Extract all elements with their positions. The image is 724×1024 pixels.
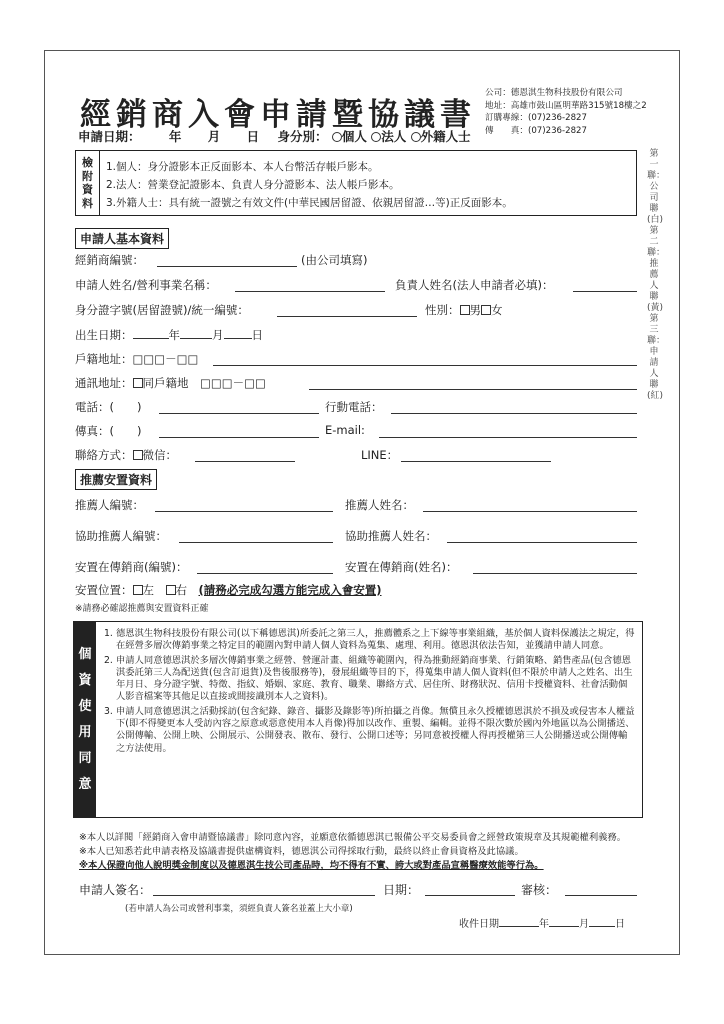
docs-label-char: 檢 <box>82 156 93 169</box>
company-name: 公司：德恩淇生物科技股份有限公司 <box>485 88 623 98</box>
consent-label-char: 資 <box>78 672 92 688</box>
consent-item-text: 申請人同意德恩淇於多層次傳銷事業之經營、營運計畫、組織等範圍內，得為推動經銷商事業、行銷策略、銷售產品(包含德恩淇委託第三人為配送貨(包含訂退貨)及售後服務等)，發展組織等目的下，得蒐集申請人個人資料(但不限於申請人之姓名、出生年月日、身分證字號、特徵、指紋、婚姻、家庭、教育、職業、聯絡方式、居住所、財務狀況、信用卡授權資料、社會活動個人影音檔案等其他足以直接或間接識別本人之資料)。 <box>116 654 633 703</box>
receipt-date-label: 收件日期 <box>459 919 499 930</box>
docs-label-char: 料 <box>82 196 93 210</box>
declaration-note: ※本人以詳閱「經銷商入會申請暨協議書」除同意內容，並願意依循德恩淇已報備公平交易委員會之經營政策規章及其規範權利義務。 <box>79 832 627 843</box>
receipt-month-field[interactable] <box>549 926 579 927</box>
phone-field[interactable] <box>159 413 319 414</box>
referrer-no-field[interactable] <box>155 511 333 512</box>
consent-item: 3. 申請人同意德恩淇之活動採訪(包含紀錄、錄音、攝影及錄影等)所拍攝之肖像。無償且永久授權德恩淇於不損及或侵害本人權益下(即不得變更本人受訪內容之原意或惡意使用本人肖像)得加以改作、重製、編輯。並得不限次數於國內外地區以為公開播送、公開傳輸、公開上映、公開展示、公開發表、散布、發行、公開口述等；另同意被授權人得再授權第三人公開播送或公開傳輸之方法使用。 <box>104 705 635 754</box>
assist-no-label: 協助推薦人編號： <box>75 529 167 543</box>
identity-foreigner-radio[interactable] <box>411 132 421 142</box>
docs-label-char: 資 <box>82 183 93 196</box>
apply-day: 日 <box>246 129 260 144</box>
company-address: 地址：高雄市鼓山區明華路315號18樓之2 <box>485 100 647 111</box>
same-as-household: 同戶籍地 <box>142 376 189 390</box>
fax-label: 傳真：( ) <box>75 424 142 438</box>
position-left-checkbox[interactable] <box>133 585 143 595</box>
basic-info-section-title: 申請人基本資料 <box>75 228 169 249</box>
doc-item-corporate: 2.法人：營業登記證影本、負責人身分證影本、法人帳戶影本。 <box>106 179 400 191</box>
place-no-field[interactable] <box>197 573 333 574</box>
form-title: 經銷商入會申請暨協議書 <box>80 97 476 133</box>
mail-address-field[interactable] <box>309 389 637 390</box>
consent-label-char: 同 <box>78 750 92 766</box>
company-fax: 傳 真：(07)236-2827 <box>485 125 587 136</box>
phone-label: 電話：( ) <box>75 400 142 414</box>
referrer-no-label: 推薦人編號： <box>75 498 144 512</box>
contact-row <box>75 447 177 463</box>
dealer-no-field[interactable] <box>157 266 297 267</box>
consent-item-text: 德恩淇生物科技股份有限公司(以下稱德恩淇)所委託之第三人，推薦體系之上下線等事業組織，基於個人資料保護法之規定，得在經營多層次傳銷事業之特定目的範圍內對申請人個人資料為蒐集、處理、利用。德恩淇依法告知，並獲請申請人同意。 <box>116 628 635 652</box>
apply-month: 月 <box>207 129 221 144</box>
position-right-checkbox[interactable] <box>166 585 176 595</box>
birthday-label: 出生日期： <box>75 328 133 342</box>
receipt-year-field[interactable] <box>499 926 539 927</box>
copy-distribution-note: 第一聯：公司聯(白) 第二聯：推薦人聯(黃) 第三聯：申請人聯(紅) <box>647 149 673 401</box>
id-no-field[interactable] <box>277 316 417 317</box>
receipt-date-row <box>459 915 625 930</box>
mail-address-label: 通訊地址： <box>75 376 133 390</box>
privacy-consent-label <box>74 622 96 817</box>
sign-date-field[interactable] <box>425 895 515 896</box>
household-address-field[interactable] <box>213 365 637 366</box>
position-left: 左 <box>142 583 154 597</box>
declaration-notes <box>79 831 649 873</box>
identity-foreigner: 外籍人士 <box>420 129 471 144</box>
assist-no-field[interactable] <box>179 542 333 543</box>
position-note: (請務必完成勾選方能完成入會安置) <box>198 583 382 597</box>
mail-address-row <box>75 375 266 391</box>
docs-label-char: 附 <box>82 169 93 183</box>
confirm-note: ※請務必確認推薦與安置資料正確 <box>75 604 209 614</box>
receipt-year: 年 <box>539 919 549 930</box>
email-field[interactable] <box>379 437 637 438</box>
wechat-checkbox[interactable] <box>133 450 143 460</box>
identity-corporate-radio[interactable] <box>371 132 381 142</box>
contact-label: 聯絡方式： <box>75 448 133 462</box>
privacy-consent-list <box>104 628 636 757</box>
wechat-field[interactable] <box>195 461 295 462</box>
position-right: 右 <box>175 583 187 597</box>
referrer-name-field[interactable] <box>423 511 637 512</box>
gender-female: 女 <box>491 303 503 317</box>
place-no-label: 安置在傳銷商(編號)： <box>75 560 188 574</box>
apply-date-row <box>78 127 471 145</box>
place-name-label: 安置在傳銷商(姓名)： <box>345 560 458 574</box>
receipt-month: 月 <box>579 919 589 930</box>
fax-field[interactable] <box>159 437 319 438</box>
consent-label-char: 意 <box>78 776 92 792</box>
consent-item: 1. 德恩淇生物科技股份有限公司(以下稱德恩淇)所委託之第三人，推薦體系之上下線等事業組織，基於個人資料保護法之規定，得在經營多層次傳銷事業之特定目的範圍內對申請人個人資料為蒐集、處理、利用。德恩淇依法告知，並獲請申請人同意。 <box>104 628 635 652</box>
birthday-row <box>75 327 263 343</box>
doc-item-foreigner: 3.外籍人士：具有統一證號之有效文件(中華民國居留證、依親居留證…等)正反面影本。 <box>106 197 513 209</box>
declaration-note: ※本人已知悉若此申請表格及協議書提供虛構資料，德恩淇公司得採取行動，最終以終止會員資格及此協議。 <box>79 846 524 857</box>
consent-label-char: 個 <box>78 646 92 662</box>
declaration-note: ※本人保證向他人說明獎金制度以及德恩淇生技公司產品時，均不得有不實、誇大或對產品宣稱醫療效能等行為。 <box>79 860 544 871</box>
order-hotline: 訂購專線：(07)236-2827 <box>485 113 587 123</box>
gender-label: 性別： <box>425 303 460 317</box>
consent-item-text: 申請人同意德恩淇之活動採訪(包含紀錄、錄音、攝影及錄影等)所拍攝之肖像。無償且永久授權德恩淇於不損及或侵害本人權益下(即不得變更本人受訪內容之原意或惡意使用本人肖像)得加以改作、重製、編輯。並得不限次數於國內外地區以為公開播送、公開傳輸、公開上映、公開展示、公開發表、散布、發行、公開口述等；另同意被授權人得再授權第三人公開播送或公開傳輸之方法使用。 <box>116 705 635 754</box>
birth-year-field[interactable] <box>133 338 169 339</box>
assist-name-field[interactable] <box>447 542 637 543</box>
identity-individual: 個人 <box>341 129 367 144</box>
same-as-household-checkbox[interactable] <box>133 378 143 388</box>
privacy-consent-box <box>73 621 643 818</box>
position-row <box>75 582 382 598</box>
attached-documents-box <box>75 150 637 216</box>
household-address-label: 戶籍地址：□□□－□□ <box>75 352 199 366</box>
birth-year: 年 <box>168 328 180 342</box>
applicant-name-label: 申請人姓名/營利事業名稱： <box>75 278 217 292</box>
birth-day-field[interactable] <box>224 338 252 339</box>
identity-individual-radio[interactable] <box>332 132 342 142</box>
mail-zip-boxes: □□□－□□ <box>200 376 266 390</box>
application-form <box>44 50 680 955</box>
identity-corporate: 法人 <box>381 129 407 144</box>
gender-male-checkbox[interactable] <box>460 305 470 315</box>
identity-label: 身分別： <box>277 129 328 144</box>
apply-year: 年 <box>168 129 182 144</box>
wechat-label: 微信： <box>142 448 177 462</box>
birth-month: 月 <box>212 328 224 342</box>
dealer-no-label: 經銷商編號： <box>75 253 144 267</box>
sign-date-label: 日期： <box>383 883 420 897</box>
gender-male: 男 <box>469 303 481 317</box>
receipt-day: 日 <box>615 919 625 930</box>
dealer-no-note: (由公司填寫) <box>301 253 368 267</box>
signer-field[interactable] <box>153 895 375 896</box>
birth-month-field[interactable] <box>180 338 212 339</box>
mobile-label: 行動電話： <box>325 400 383 414</box>
receipt-day-field[interactable] <box>589 926 615 927</box>
review-label: 審核： <box>521 883 558 897</box>
mobile-field[interactable] <box>391 413 637 414</box>
consent-label-char: 用 <box>78 724 92 740</box>
gender-female-checkbox[interactable] <box>481 305 491 315</box>
attached-documents-list <box>106 158 513 212</box>
birth-day: 日 <box>251 328 263 342</box>
line-field[interactable] <box>401 461 551 462</box>
review-field[interactable] <box>565 895 637 896</box>
doc-item-individual: 1.個人：身分證影本正反面影本、本人台幣活存帳戶影本。 <box>106 161 379 173</box>
email-label: E-mail: <box>325 423 365 437</box>
id-no-label: 身分證字號(居留證號)/統一編號： <box>75 303 249 317</box>
applicant-name-field[interactable] <box>235 291 385 292</box>
place-name-field[interactable] <box>473 573 637 574</box>
consent-label-char: 使 <box>78 698 92 714</box>
signer-note: (若申請人為公司或營利事業，須經負責人簽名並蓋上大小章) <box>125 904 353 914</box>
attached-documents-label <box>76 151 100 215</box>
apply-date-label: 申請日期： <box>78 129 141 144</box>
placement-section-title: 推薦安置資料 <box>75 469 157 490</box>
company-info <box>485 87 647 137</box>
owner-name-label: 負責人姓名(法人申請者必填)： <box>395 278 554 292</box>
signer-label: 申請人簽名： <box>79 883 152 897</box>
owner-name-field[interactable] <box>573 291 637 292</box>
gender-row <box>425 302 503 318</box>
position-label: 安置位置： <box>75 583 133 597</box>
referrer-name-label: 推薦人姓名： <box>345 498 414 512</box>
line-label: LINE： <box>361 448 399 462</box>
consent-item: 2. 申請人同意德恩淇於多層次傳銷事業之經營、營運計畫、組織等範圍內，得為推動經銷商事業、行銷策略、銷售產品(包含德恩淇委託第三人為配送貨(包含訂退貨)及售後服務等)，發展組織等目的下，得蒐集申請人個人資料(但不限於申請人之姓名、出生年月日、身分證字號、特徵、指紋、婚姻、家庭、教育、職業、聯絡方式、居住所、財務狀況、信用卡授權資料、社會活動個人影音檔案等其他足以直接或間接識別本人之資料)。 <box>104 654 633 703</box>
assist-name-label: 協助推薦人姓名： <box>345 529 437 543</box>
